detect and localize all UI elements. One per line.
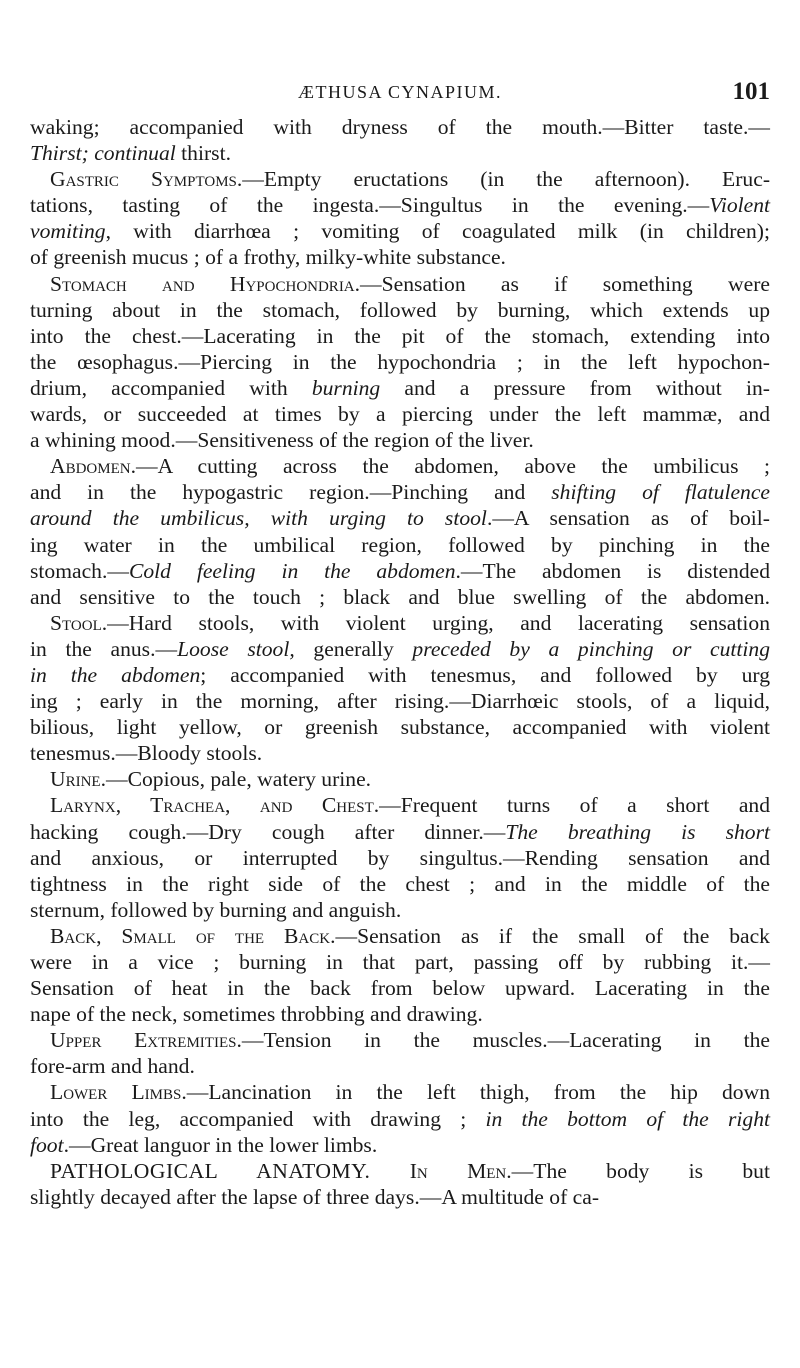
text-run: vomiting: [30, 219, 106, 244]
text-run: burning: [311, 375, 381, 400]
text-run: and sensitive to the touch ; black and blue swelling of the abdomen.: [30, 584, 770, 609]
text-run: thirst.: [175, 141, 231, 166]
text-run: and a pressure from without in-: [380, 375, 770, 400]
section-heading: Lower Limbs: [50, 1080, 182, 1105]
text-line: [30, 479, 770, 505]
text-run: in the anus.—: [30, 636, 178, 661]
text-line: [30, 401, 770, 427]
text-line: [30, 688, 770, 714]
text-run: of greenish mucus ; of a frothy, milky-white substance.: [30, 245, 506, 270]
text-run: in the abdomen: [30, 662, 201, 687]
text-run: slightly decayed after the lapse of three days.—A multitude of ca-: [30, 1184, 600, 1209]
section-heading: Gastric Symptoms: [50, 167, 237, 192]
text-run: .—Lancination in the left thigh, from the hip down: [181, 1080, 770, 1105]
text-line: [30, 897, 770, 923]
text-line: [30, 218, 770, 244]
text-line: [30, 740, 770, 766]
text-run: The breathing is short: [505, 819, 770, 844]
text-line: [30, 453, 770, 479]
text-run: shifting of flatulence: [551, 480, 771, 505]
text-run: around the umbilicus, with urging to stool: [30, 506, 487, 531]
text-line: [30, 975, 770, 1001]
text-run: Sensation of heat in the back from below upward. Lacerating in the: [30, 976, 770, 1001]
text-line: [30, 610, 770, 636]
text-run: .—Great languor in the lower limbs.: [63, 1132, 378, 1157]
text-run: preceded by a pinching or cutting: [412, 636, 770, 661]
text-line: [30, 1158, 770, 1184]
section-heading: Abdomen: [50, 454, 131, 479]
text-line: [30, 714, 770, 740]
text-run: bilious, light yellow, or greenish substance, accompanied with violent: [30, 715, 770, 740]
section-heading: Stool: [50, 610, 102, 635]
text-run: into the leg, accompanied with drawing ;: [30, 1106, 486, 1131]
text-run: waking; accompanied with dryness of the mouth.—Bitter taste.—: [30, 115, 770, 139]
text-line: [30, 1079, 770, 1105]
text-run: foot: [30, 1132, 64, 1157]
text-run: fore-arm and hand.: [30, 1054, 195, 1079]
text-line: [30, 166, 770, 192]
text-run: sternum, followed by burning and anguish.: [30, 897, 402, 922]
section-heading: Back, Small of the Back: [50, 923, 331, 948]
text-line: [30, 1027, 770, 1053]
section-heading: Stomach and Hypochondria: [50, 271, 355, 296]
section-heading: In Men: [409, 1158, 507, 1183]
text-run: were in a vice ; burning in that part, passing off by rubbing it.—: [30, 950, 770, 974]
text-line: [30, 1053, 770, 1079]
text-run: Cold feeling in the abdomen: [128, 558, 456, 583]
text-run: hacking cough.—Dry cough after dinner.—: [30, 819, 506, 844]
text-run: PATHOLOGICAL ANATOMY.: [50, 1158, 371, 1183]
section-heading: Urine: [50, 767, 101, 792]
text-line: [30, 584, 770, 610]
text-run: and anxious, or interrupted by singultus.—Rending sensation and: [30, 845, 770, 870]
text-line: [30, 1001, 770, 1027]
text-line: [30, 662, 770, 688]
page-header: [30, 78, 770, 112]
text-run: .—Tension in the muscles.—Lacerating in the: [236, 1028, 770, 1053]
text-line: [30, 192, 770, 218]
page-number: 101: [732, 78, 770, 105]
text-run: wards, or succeeded at times by a piercing under the left mammæ, and: [30, 402, 770, 427]
text-line: [30, 923, 770, 949]
text-line: [30, 532, 770, 558]
text-line: [30, 1106, 770, 1132]
text-run: Violent: [709, 193, 770, 218]
text-line: [30, 271, 770, 297]
text-run: .—Sensation as if something were: [354, 271, 770, 296]
text-run: .—Frequent turns of a short and: [373, 793, 771, 818]
text-run: tations, tasting of the ingesta.—Singultus in the evening.—: [30, 193, 710, 218]
text-run: .—Empty eructations (in the afternoon). Eruc-: [236, 167, 771, 192]
text-run: turning about in the stomach, followed by burning, which extends up: [30, 297, 770, 322]
text-run: .—A sensation as of boil-: [486, 506, 770, 531]
text-run: stomach.—: [30, 558, 129, 583]
running-head: ÆTHUSA CYNAPIUM.: [297, 82, 503, 102]
text-run: ; accompanied with tenesmus, and followed by urg: [200, 662, 770, 687]
text-line: [30, 1184, 770, 1210]
text-line: [30, 323, 770, 349]
text-line: [30, 845, 770, 871]
text-run: .—A cutting across the abdomen, above the umbilicus ;: [130, 454, 770, 479]
text-run: a whining mood.—Sensitiveness of the region of the liver.: [30, 428, 534, 453]
text-run: .—Copious, pale, watery urine.: [100, 767, 372, 792]
text-line: [30, 505, 770, 531]
text-run: Loose stool,: [177, 636, 295, 661]
text-line: [30, 297, 770, 323]
text-run: ing water in the umbilical region, followed by pinching in the: [30, 532, 770, 557]
text-run: and in the hypogastric region.—Pinching and: [30, 480, 552, 505]
text-run: [370, 1159, 409, 1183]
text-line: [30, 792, 770, 818]
section-heading: Larynx, Trachea, and Chest: [50, 793, 374, 818]
text-line: [30, 1132, 770, 1158]
text-run: generally: [294, 636, 413, 661]
text-run: ing ; early in the morning, after rising.—Diarrhœic stools, of a liquid,: [30, 689, 770, 714]
text-run: .—The abdomen is distended: [455, 558, 770, 583]
text-line: [30, 375, 770, 401]
text-run: the œsophagus.—Piercing in the hypochondria ; in the left hypochon-: [30, 349, 770, 374]
text-run: .—Sensation as if the small of the back: [330, 923, 770, 948]
text-line: [30, 140, 770, 166]
text-run: nape of the neck, sometimes throbbing and drawing.: [30, 1002, 483, 1027]
text-run: into the chest.—Lacerating in the pit of the stomach, extending into: [30, 323, 770, 348]
text-line: [30, 114, 770, 140]
section-heading: Upper Extremities: [50, 1028, 237, 1053]
text-line: [30, 636, 770, 662]
text-run: .—Hard stools, with violent urging, and lacerating sensation: [101, 610, 770, 635]
text-run: tightness in the right side of the chest ; and in the middle of the: [30, 871, 770, 896]
text-run: Thirst; continual: [30, 141, 176, 166]
text-line: [30, 949, 770, 975]
text-run: tenesmus.—Bloody stools.: [30, 741, 263, 766]
text-run: drium, accompanied with: [30, 375, 312, 400]
text-line: [30, 871, 770, 897]
text-run: in the bottom of the right: [485, 1106, 770, 1131]
text-run: .—The body is but: [506, 1158, 770, 1183]
text-line: [30, 349, 770, 375]
body-text: [30, 114, 770, 1210]
text-line: [30, 244, 770, 270]
text-line: [30, 819, 770, 845]
text-run: , with diarrhœa ; vomiting of coagulated milk (in children);: [105, 219, 770, 244]
text-line: [30, 427, 770, 453]
text-line: [30, 766, 770, 792]
text-line: [30, 558, 770, 584]
